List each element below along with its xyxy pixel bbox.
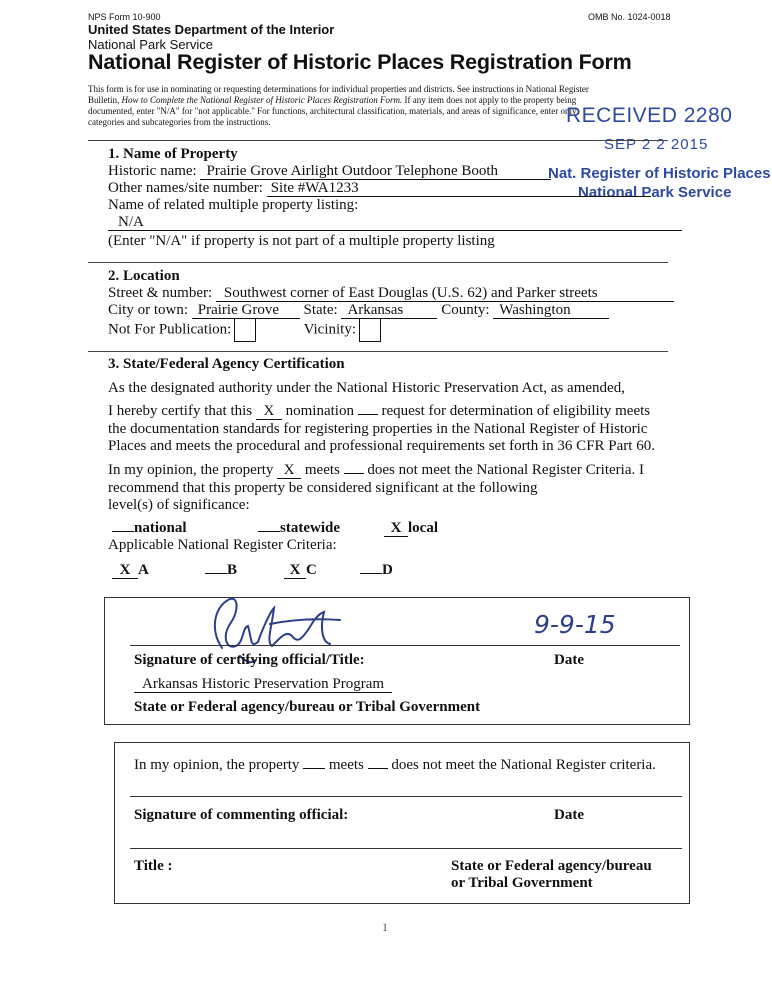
street-label: Street & number: [108,285,213,301]
county-field[interactable]: Washington [493,302,609,319]
related-listing-row [108,214,682,231]
state-label: State: [303,302,338,318]
page-title: National Register of Historic Places Registration Form [88,50,632,74]
signature-line [130,645,680,646]
nomination-mark[interactable]: X [256,403,282,420]
vicinity-checkbox[interactable] [359,318,381,342]
intro-text: This form is for use in nominating or requesting determinations for individual properties and districts. See instructions in National Register Bulletin, How to Complete the National Register of Historic Places Registration Form. If any item does not apply to the property being documented, enter "N/A" for "not applicable." For functions, architectural classification, materials, and areas of significance, enter only categories and subcategories from the instructions. [88,84,589,127]
certification-text: I hereby certify that this X nomination request for determination of eligibility meets the documentation standards for registering properties in the National Register of Historic Places and meets the procedural and professional requirements set forth in 36 CFR Part 60. [108,403,655,454]
meets-mark[interactable]: X [277,462,301,479]
city-row [108,302,609,319]
other-names-field[interactable]: Site #WA1233 [267,180,651,197]
divider [88,262,668,263]
historic-name-row [108,163,551,180]
criterion-a[interactable]: X A [112,562,149,579]
commenting-title-label: Title : [134,858,173,874]
omb-number: OMB No. 1024-0018 [588,12,671,22]
opinion-text: In my opinion, the property X meets does not meet the National Register Criteria. I recommend that this property be considered significant at the following level(s) of significance: [108,462,644,513]
related-listing-note: (Enter "N/A" if property is not part of a multiple property listing [108,233,495,249]
comment-opinion-text: In my opinion, the property meets does not meet the National Register criteria. [134,757,656,773]
comment-meets-mark[interactable] [303,768,325,769]
section3-heading: 3. State/Federal Agency Certification [108,356,345,372]
county-label: County: [441,302,490,318]
commenting-agency-label: State or Federal agency/bureau or Tribal Government [451,858,652,891]
page-number: 1 [382,920,388,934]
request-mark[interactable] [358,414,378,415]
certifying-agency-field[interactable]: Arkansas Historic Preservation Program [134,676,392,693]
commenting-date-label: Date [554,807,584,823]
does-not-meet-mark[interactable] [344,473,364,474]
certifying-signature-label: Signature of certifying official/Title: [134,652,365,668]
certifying-date-label: Date [554,652,584,668]
handwritten-date: 9-9-15 [534,610,616,639]
not-for-publication-label: Not For Publication: [108,321,232,338]
criterion-d[interactable]: D [360,562,393,579]
department-name: United States Department of the Interior [88,22,335,37]
section2-heading: 2. Location [108,268,180,284]
divider [88,351,668,352]
related-listing-label: Name of related multiple property listing: [108,197,359,213]
state-field[interactable]: Arkansas [341,302,437,319]
criterion-b[interactable]: B [205,562,237,579]
level-statewide[interactable]: statewide [258,520,340,537]
vicinity-label: Vicinity: [303,321,357,338]
criterion-c[interactable]: X C [284,562,317,579]
divider [88,140,668,141]
city-field[interactable]: Prairie Grove [192,302,300,319]
publication-row [108,318,381,342]
criteria-label: Applicable National Register Criteria: [108,537,337,553]
certifying-agency-row [134,676,392,693]
stamp-date: SEP 2 2 2015 [604,136,709,153]
not-for-publication-checkbox[interactable] [234,318,256,342]
level-local[interactable]: X local [384,520,438,537]
stamp-register: Nat. Register of Historic Places [548,165,771,182]
city-label: City or town: [108,302,189,318]
stamp-service: National Park Service [578,184,732,201]
comment-signature-line [130,796,682,797]
other-names-row [108,180,651,197]
comment-title-line [130,848,682,849]
form-number: NPS Form 10-900 [88,12,161,22]
comment-does-not-meet-mark[interactable] [368,768,388,769]
service-name: National Park Service [88,37,213,52]
historic-name-field[interactable]: Prairie Grove Airlight Outdoor Telephone Booth [200,163,551,180]
street-row [108,285,674,302]
commenting-signature-label: Signature of commenting official: [134,807,349,823]
level-national[interactable]: national [112,520,187,537]
received-stamp: RECEIVED 2280 [566,104,733,127]
historic-name-label: Historic name: [108,163,197,179]
section1-heading: 1. Name of Property [108,146,238,162]
authority-text: As the designated authority under the National Historic Preservation Act, as amended, [108,380,625,396]
other-names-label: Other names/site number: [108,180,263,196]
related-listing-field[interactable]: N/A [108,214,682,231]
street-field[interactable]: Southwest corner of East Douglas (U.S. 62) and Parker streets [216,285,674,302]
certifying-agency-label: State or Federal agency/bureau or Tribal Government [134,699,481,715]
